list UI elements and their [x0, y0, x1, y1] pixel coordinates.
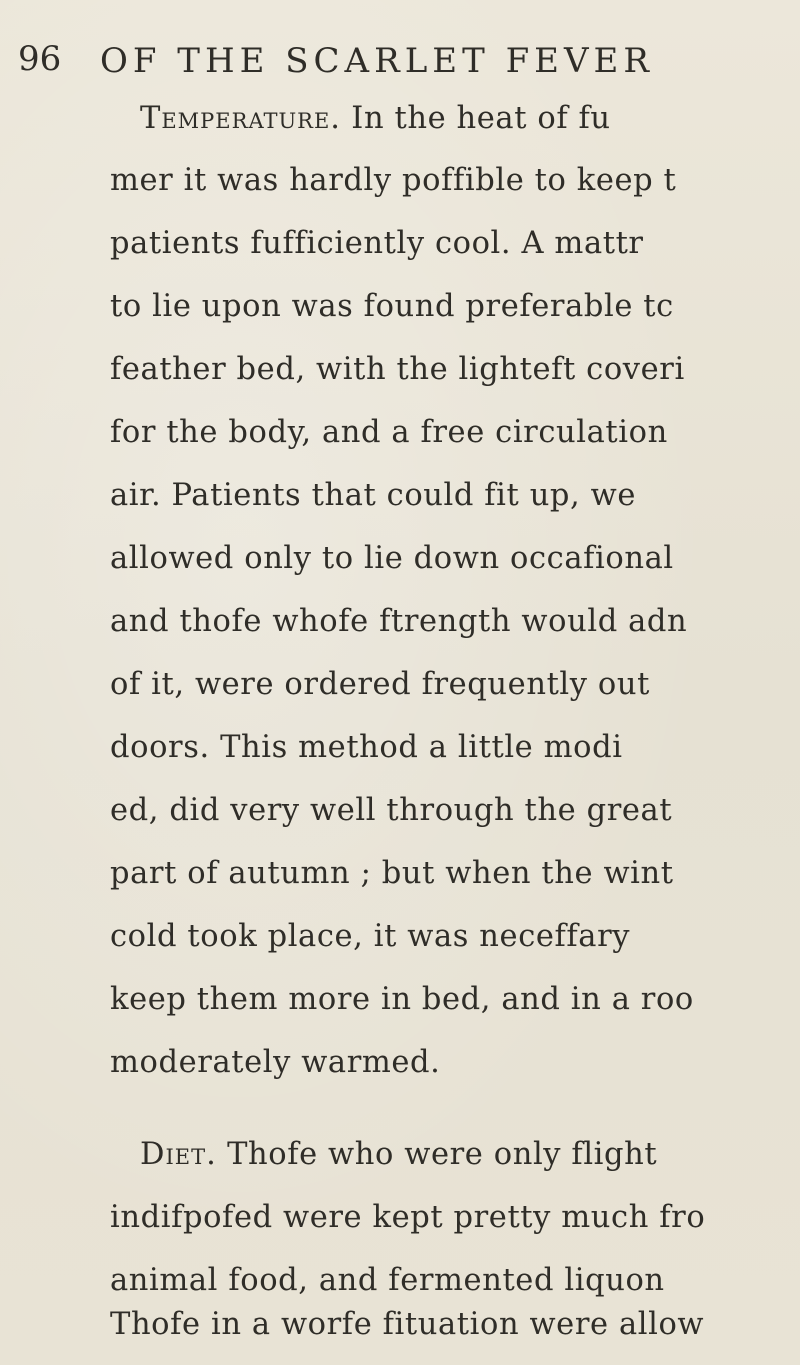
text-line: doors. This method a little modi	[110, 730, 623, 765]
running-head-title: OF THE SCARLET FEVER	[100, 41, 654, 81]
text-line: air. Patients that could fit up, we	[110, 478, 637, 513]
text-line: of it, were ordered frequently out	[110, 667, 650, 702]
text-line: to lie upon was found preferable tc	[110, 289, 674, 324]
text-line: and thofe whofe ftrength would adn	[110, 604, 688, 639]
text-line: cold took place, it was neceffary	[110, 919, 631, 954]
text-line: Diet. Thofe who were only flight	[140, 1137, 658, 1172]
text-line: moderately warmed.	[110, 1045, 441, 1080]
text-line: ed, did very well through the great	[110, 793, 673, 828]
text-line: for the body, and a free circulation	[110, 415, 668, 450]
text-line: animal food, and fermented liquon	[110, 1263, 665, 1298]
text-line: indifpofed were kept pretty much fro	[110, 1200, 706, 1235]
text-line: keep them more in bed, and in a roo	[110, 982, 694, 1017]
text-line: mer it was hardly poffible to keep t	[110, 163, 677, 198]
section-heading-diet: Diet.	[140, 1137, 217, 1172]
text-line: patients fufficiently cool. A mattr	[110, 226, 644, 261]
text-line: Temperature. In the heat of fu	[140, 101, 611, 136]
section-heading-temperature: Temperature.	[140, 101, 342, 136]
text-line: feather bed, with the lighteft coveri	[110, 352, 685, 387]
page-number: 96	[18, 39, 62, 79]
text-line: Thofe in a worfe fituation were allow	[110, 1307, 705, 1342]
text-line: part of autumn ; but when the wint	[110, 856, 674, 891]
text-line: allowed only to lie down occafional	[110, 541, 674, 576]
